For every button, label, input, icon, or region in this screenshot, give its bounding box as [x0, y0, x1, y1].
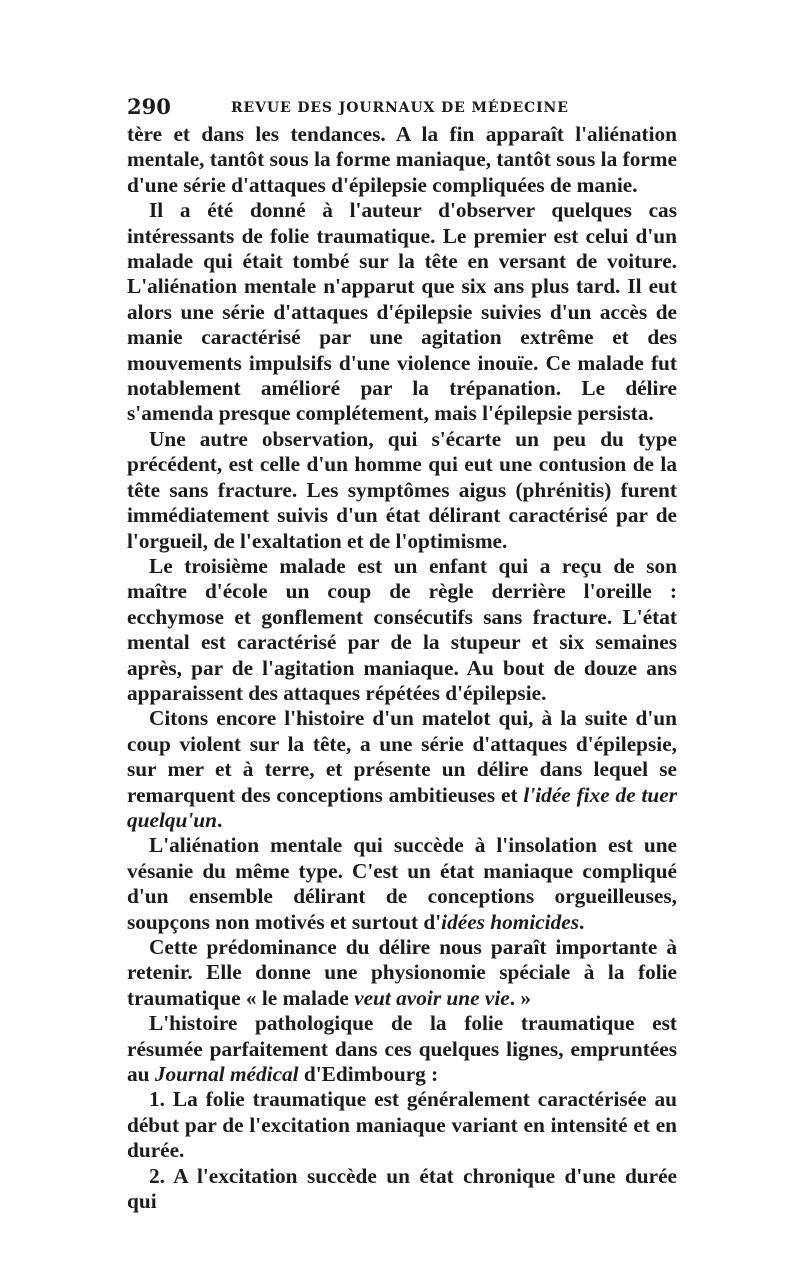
paragraph — [127, 1087, 677, 1163]
paragraph — [127, 554, 677, 706]
paragraph — [127, 1164, 677, 1215]
book-page — [127, 92, 677, 1214]
paragraph-text: L'histoire pathologique de la folie traumatique est résumée parfaitement dans ces quelques lignes, empruntées au — [127, 1011, 677, 1087]
paragraph-text: d'Edimbourg : — [298, 1062, 439, 1087]
paragraph-text: tère et dans les tendances. A la fin apparaît l'aliénation mentale, tantôt sous la forme maniaque, tantôt sous la forme d'une série d'attaques d'épilepsie compliquées de manie. — [127, 122, 677, 197]
running-head: REVUE DES JOURNAUX DE MÉDECINE — [231, 100, 569, 116]
paragraph — [127, 427, 677, 554]
italic-text: veut avoir une vie — [354, 985, 510, 1010]
paragraph-text: 2. A l'excitation succède un état chronique d'une durée qui — [127, 1163, 677, 1214]
paragraph — [127, 935, 677, 1011]
italic-text: l'idée fixe de tuer quelqu'un — [127, 782, 677, 832]
page-header — [127, 92, 677, 122]
paragraph-text: . — [579, 909, 585, 934]
paragraph — [127, 122, 677, 198]
paragraph-text: . » — [509, 985, 532, 1010]
paragraph-text: 1. La folie traumatique est généralement caractérisée au début par de l'excitation maniaque variant en intensité et en durée. — [127, 1087, 677, 1163]
paragraph-text: L'aliénation mentale qui succède à l'insolation est une vésanie du même type. C'est un état maniaque compliqué d'un ensemble délirant de conceptions orgueilleuses, soupçons non motivés et surtout d' — [127, 833, 677, 934]
paragraph-text: Cette prédominance du délire nous paraît importante à retenir. Elle donne une physionomie spéciale à la folie traumatique « le malade — [127, 935, 677, 1010]
paragraph-text: Il a été donné à l'auteur d'observer quelques cas intéressants de folie traumatique. Le premier est celui d'un malade qui était tombé sur la tête en versant de voiture. L'aliénation mentale n'apparut que six ans plus tard. Il eut alors une série d'attaques d'épilepsie suivies d'un accès de manie caractérisé par une agitation extrême et des mouvements impulsifs d'une violence inouïe. Ce malade fut notablement amélioré par la trépanation. Le délire s'amenda presque complétement, mais l'épilepsie persista. — [127, 198, 677, 426]
italic-text: idées homicides — [441, 909, 579, 934]
italic-text: Journal médical — [154, 1062, 299, 1087]
paragraph — [127, 198, 677, 427]
paragraph-text: Une autre observation, qui s'écarte un peu du type précédent, est celle d'un homme qui eut une contusion de la tête sans fracture. Les symptômes aigus (phrénitis) furent immédiatement suivis d'un état délirant caractérisé par de l'orgueil, de l'exaltation et de l'optimisme. — [127, 426, 677, 553]
page-number: 290 — [127, 94, 171, 119]
paragraph-text: Citons encore l'histoire d'un matelot qui, à la suite d'un coup violent sur la tête, a une série d'attaques d'épilepsie, sur mer et à terre, et présente un délire dans lequel se remarquent des conceptions ambitieuses et — [127, 706, 677, 807]
paragraph — [127, 1011, 677, 1087]
body-text — [127, 122, 677, 1214]
paragraph-text: Le troisième malade est un enfant qui a reçu de son maître d'école un coup de règle derrière l'oreille : ecchymose et gonflement consécutifs sans fracture. L'état mental est caractérisé par de la stupeur et six semaines après, par de l'agitation maniaque. Au bout de douze ans apparaissent des attaques répétées d'épilepsie. — [127, 553, 677, 705]
paragraph — [127, 833, 677, 935]
paragraph-text: . — [216, 807, 223, 832]
paragraph — [127, 706, 677, 833]
